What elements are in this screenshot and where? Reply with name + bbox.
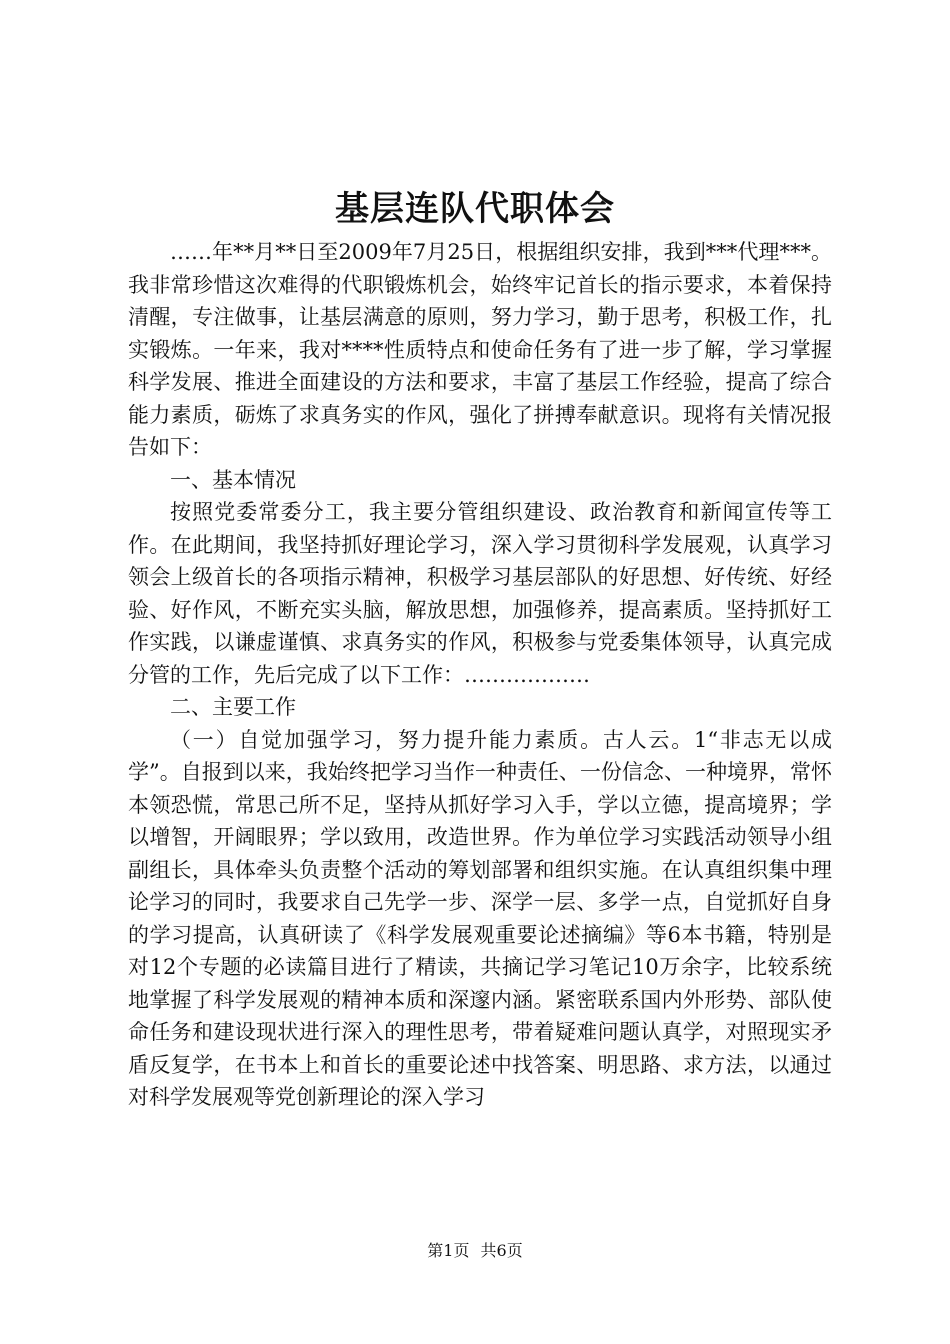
document-body xyxy=(128,236,832,1114)
page-number: 第1页 xyxy=(427,1241,470,1260)
section-heading-basic: 一、基本情况 xyxy=(170,467,296,492)
paragraph-intro: ……年**月**日至2009年7月25日，根据组织安排，我到***代理***。我非常珍惜这次难得的代职锻炼机会，始终牢记首长的指示要求，本着保持清醒，专注做事，让基层满意的原则，努力学习，勤于思考，积极工作，扎实锻炼。一年来，我对****性质特点和使命任务有了进一步了解，学习掌握科学发展、推进全面建设的方法和要求，丰富了基层工作经验，提高了综合能力素质，砺炼了求真务实的作风，强化了拼搏奉献意识。现将有关情况报告如下： xyxy=(128,240,832,459)
section-heading-main-work: 二、主要工作 xyxy=(170,695,296,719)
paragraph-basic-situation: 按照党委常委分工，我主要分管组织建设、政治教育和新闻宣传等工作。在此期间，我坚持抓好理论学习，深入学习贯彻科学发展观，认真学习领会上级首长的各项指示精神，积极学习基层部队的好思想、好传统、好经验、好作风，不断充实头脑，解放思想，加强修养，提高素质。坚持抓好工作实践，以谦虚谨慎、求真务实的作风，积极参与党委集体领导，认真完成分管的工作，先后完成了以下工作：……………… xyxy=(128,500,832,687)
page-total: 共6页 xyxy=(480,1241,523,1260)
document-title: 基层连队代职体会 xyxy=(335,189,615,229)
page-footer xyxy=(0,1239,950,1263)
paragraph-study: （一）自觉加强学习，努力提升能力素质。古人云。1“非志无以成学”。自报到以来，我始终把学习当作一种责任、一份信念、一种境界，常怀本领恐慌，常思己所不足，坚持从抓好学习入手，学以立德，提高境界；学以增智，开阔眼界；学以致用，改造世界。作为单位学习实践活动领导小组副组长，具体牵头负责整个活动的筹划部署和组织实施。在认真组织集中理论学习的同时，我要求自己先学一步、深学一层、多学一点，自觉抓好自身的学习提高，认真研读了《科学发展观重要论述摘编》等6本书籍，特别是对12个专题的必读篇目进行了精读，共摘记学习笔记10万余字，比较系统地掌握了科学发展观的精神本质和深邃内涵。紧密联系国内外形势、部队使命任务和建设现状进行深入的理性思考，带着疑难问题认真学，对照现实矛盾反复学，在书本上和首长的重要论述中找答案、明思路、求方法，以通过对科学发展观等党创新理论的深入学习 xyxy=(128,727,832,1109)
